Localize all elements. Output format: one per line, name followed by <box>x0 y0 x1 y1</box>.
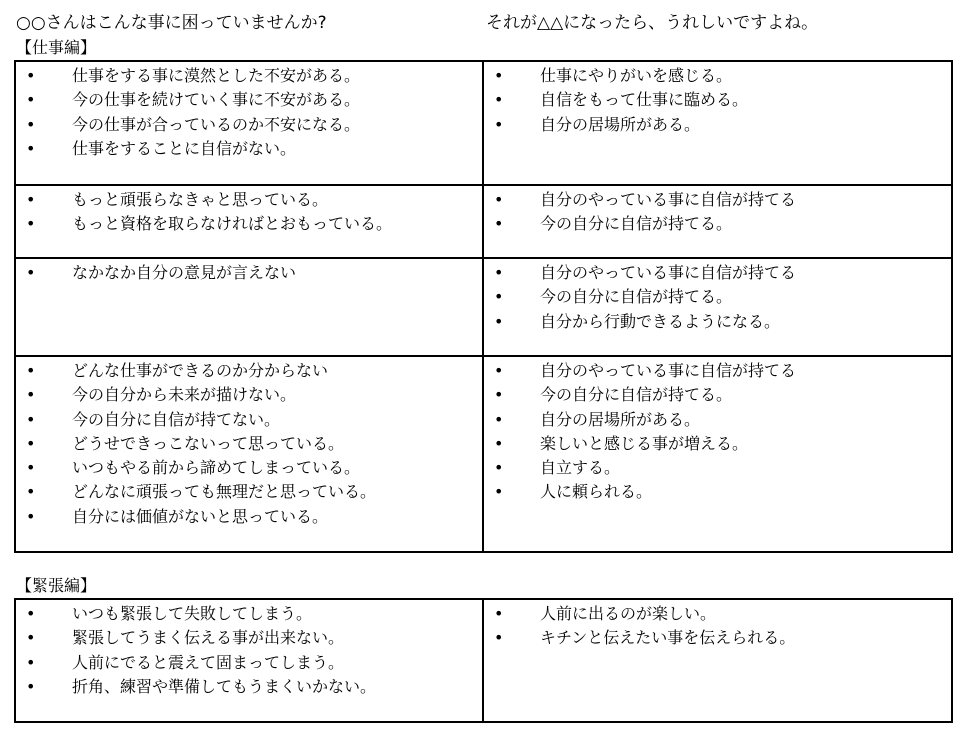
list-item: • もっと頑張らなきゃと思っている。 <box>16 188 482 212</box>
outcome-list <box>484 359 951 505</box>
problem-list <box>16 261 482 285</box>
table-row <box>15 61 952 185</box>
problems-cell <box>15 185 483 258</box>
outcome-list <box>484 602 951 651</box>
problem-list <box>16 64 482 161</box>
list-item: • 仕事にやりがいを感じる。 <box>484 64 951 88</box>
list-item: • 今の自分に自信が持てる。 <box>484 285 951 309</box>
problem-list <box>16 359 482 529</box>
list-item: • 人前にでると震えて固まってしまう。 <box>16 651 482 675</box>
table-row <box>15 599 952 722</box>
list-item: • 自分から行動できるようになる。 <box>484 310 951 334</box>
list-item: • 折角、練習や準備してもうまくいかない。 <box>16 675 482 699</box>
list-item: • 楽しいと感じる事が増える。 <box>484 432 951 456</box>
list-item: • なかなか自分の意見が言えない <box>16 261 482 285</box>
problem-list <box>16 188 482 237</box>
list-item: • 自分には価値がないと思っている。 <box>16 505 482 529</box>
outcomes-cell <box>483 185 952 258</box>
problem-list <box>16 602 482 699</box>
problems-cell <box>15 61 483 185</box>
list-item: • 仕事をする事に漠然とした不安がある。 <box>16 64 482 88</box>
tension-table <box>14 598 953 723</box>
work-table <box>14 60 953 553</box>
list-item: • 自分の居場所がある。 <box>484 113 951 137</box>
list-item: • もっと資格を取らなければとおもっている。 <box>16 212 482 236</box>
list-item: • どんな仕事ができるのか分からない <box>16 359 482 383</box>
problems-heading: ○○さんはこんな事に困っていませんか? <box>16 13 327 33</box>
list-item: • 今の自分に自信が持てる。 <box>484 212 951 236</box>
list-item: • 人前に出るのが楽しい。 <box>484 602 951 626</box>
problems-cell <box>15 356 483 552</box>
list-item: • 仕事をすることに自信がない。 <box>16 137 482 161</box>
list-item: • 今の自分に自信が持てない。 <box>16 408 482 432</box>
list-item: • 自分のやっている事に自信が持てる <box>484 261 951 285</box>
list-item: • 緊張してうまく伝える事が出来ない。 <box>16 626 482 650</box>
list-item: • キチンと伝えたい事を伝えられる。 <box>484 626 951 650</box>
list-item: • いつも緊張して失敗してしまう。 <box>16 602 482 626</box>
table-row <box>15 258 952 356</box>
table-row <box>15 356 952 552</box>
outcomes-cell <box>483 356 952 552</box>
outcomes-cell <box>483 599 952 722</box>
tension-section-label: 【緊張編】 <box>16 576 97 595</box>
problems-cell <box>15 599 483 722</box>
list-item: • 今の自分から未来が描けない。 <box>16 383 482 407</box>
list-item: • 自立する。 <box>484 456 951 480</box>
list-item: • 自信をもって仕事に臨める。 <box>484 88 951 112</box>
table-row <box>15 185 952 258</box>
list-item: • 自分のやっている事に自信が持てる <box>484 359 951 383</box>
list-item: • いつもやる前から諦めてしまっている。 <box>16 456 482 480</box>
outcome-list <box>484 188 951 237</box>
outcomes-heading: それが△△になったら、うれしいですよね。 <box>486 13 819 33</box>
list-item: • どうせできっこないって思っている。 <box>16 432 482 456</box>
list-item: • 今の自分に自信が持てる。 <box>484 383 951 407</box>
problems-cell <box>15 258 483 356</box>
outcome-list <box>484 261 951 334</box>
outcomes-cell <box>483 258 952 356</box>
outcomes-cell <box>483 61 952 185</box>
list-item: • 自分のやっている事に自信が持てる <box>484 188 951 212</box>
outcome-list <box>484 64 951 137</box>
list-item: • 自分の居場所がある。 <box>484 408 951 432</box>
list-item: • 今の仕事が合っているのか不安になる。 <box>16 113 482 137</box>
list-item: • 今の仕事を続けていく事に不安がある。 <box>16 88 482 112</box>
list-item: • 人に頼られる。 <box>484 480 951 504</box>
list-item: • どんなに頑張っても無理だと思っている。 <box>16 480 482 504</box>
work-section-label: 【仕事編】 <box>16 38 97 57</box>
